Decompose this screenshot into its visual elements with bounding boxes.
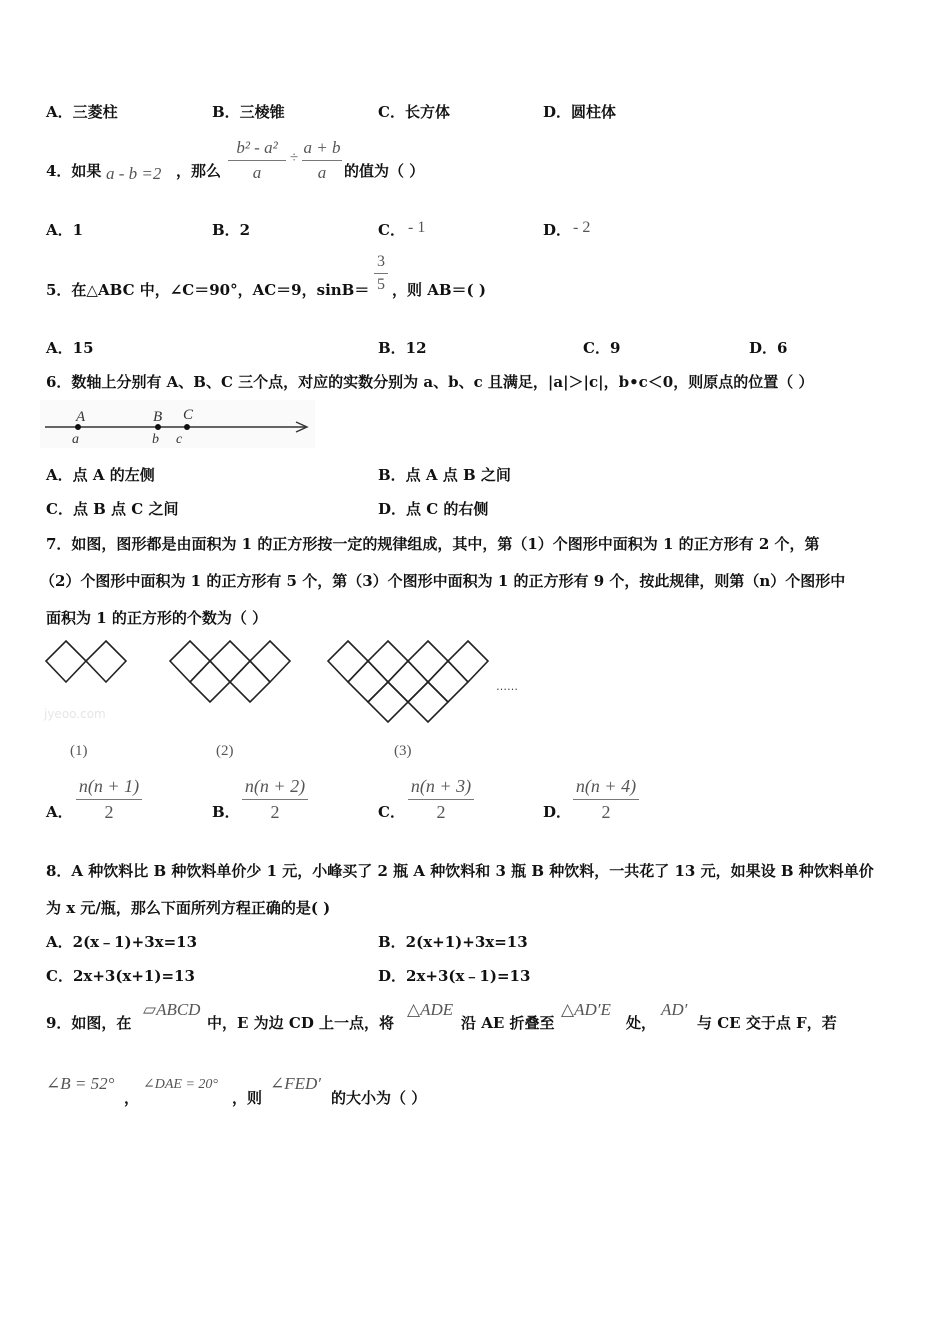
q4-fraction-2-num: a + b — [303, 138, 341, 157]
q7-line-3: 面积为 1 的正方形的个数为（ ） — [46, 609, 268, 627]
q7-option-c-num: n(n + 3) — [410, 776, 472, 796]
q4-divide-sign: ÷ — [290, 150, 299, 166]
q4-fraction-1-den: a — [252, 163, 262, 182]
figure-3-square-3 — [408, 641, 448, 682]
figure-2-square-4 — [190, 661, 230, 702]
q5-fraction-den: 5 — [377, 276, 385, 293]
figure-watermark: jyeoo.com — [44, 707, 106, 721]
q8-line-2: 为 x 元/瓶，那么下面所列方程正确的是( ) — [46, 899, 331, 917]
q5-option-a: A．15 — [46, 339, 94, 357]
q4-lead: 4．如果 — [46, 162, 102, 180]
q4-condition: a - b =2 — [106, 164, 162, 183]
point-b-label: B — [153, 409, 163, 425]
figure-2-square-5 — [230, 661, 270, 702]
point-c-label: C — [183, 407, 194, 423]
figure-3-square-1 — [328, 641, 368, 682]
q9-math-ad-prime: AD′ — [661, 1000, 688, 1019]
q6-option-d: D．点 C 的右侧 — [378, 500, 489, 518]
q4-fraction-1 — [228, 138, 286, 183]
q9-math-angle-fed-prime: ∠FED′ — [270, 1074, 322, 1093]
figure-3-square-4 — [448, 641, 488, 682]
q9-text-5: ， — [124, 1089, 140, 1107]
point-a-label: A — [76, 409, 86, 425]
q4-option-c-value: - 1 — [408, 219, 426, 236]
q7-option-c: C． — [378, 803, 405, 821]
q6-option-b: B．点 A 点 B 之间 — [378, 466, 511, 484]
q7-option-a-fraction — [76, 776, 142, 823]
q9-math-parallelogram: ▱ABCD — [143, 1000, 201, 1019]
q4-fraction-2-den: a — [317, 163, 327, 182]
point-c-dot — [184, 424, 190, 430]
figure-3-square-9 — [408, 682, 448, 722]
q4-fraction-1-num: b² - a² — [236, 138, 278, 157]
figure-3-square-8 — [368, 682, 408, 722]
q7-option-d-num: n(n + 4) — [575, 776, 637, 796]
q3-option-a: A．三菱柱 — [46, 103, 118, 121]
q4-option-a: A．1 — [46, 221, 84, 239]
q7-option-b: B． — [212, 803, 240, 821]
q9-math-triangle-ad-prime-e: △AD′E — [561, 1000, 611, 1019]
figure-1-square-1 — [46, 641, 86, 682]
figure-2-square-3 — [250, 641, 290, 682]
q9-text-4: 与 CE 交于点 F，若 — [697, 1014, 837, 1032]
q7-option-b-num: n(n + 2) — [244, 776, 306, 796]
q6-text: 6．数轴上分别有 A、B、C 三个点，对应的实数分别为 a、b、c 且满足，|a|＞|c|，b•c＜0，则原点的位置（ ） — [46, 373, 814, 391]
number-line-figure — [40, 400, 315, 448]
q9-text-1: 中，E 为边 CD 上一点，将 — [207, 1014, 395, 1032]
q4-fraction-2 — [302, 138, 342, 183]
q3-option-c: C．长方体 — [378, 103, 450, 121]
q4-option-d: D． — [543, 221, 572, 239]
q7-option-b-den: 2 — [270, 802, 280, 822]
q7-option-c-den: 2 — [436, 802, 446, 822]
q9-text-6: ，则 — [232, 1089, 263, 1107]
q7-option-c-fraction — [408, 776, 474, 823]
pattern-figure — [40, 636, 540, 766]
q7-option-a-num: n(n + 1) — [78, 776, 140, 796]
q5-lead: 5．在△ABC 中，∠C＝90°，AC＝9，sinB＝ — [46, 281, 370, 299]
value-b-label: b — [152, 432, 159, 447]
q7-option-b-fraction — [242, 776, 308, 823]
q6-option-a: A．点 A 的左侧 — [46, 466, 155, 484]
q6-option-c: C．点 B 点 C 之间 — [46, 500, 179, 518]
q4-option-d-value: - 2 — [573, 219, 591, 236]
q7-option-a: A． — [46, 803, 73, 821]
q5-fraction — [374, 253, 388, 294]
q4-option-b: B．2 — [212, 221, 251, 239]
q8-option-c: C．2x+3(x+1)=13 — [46, 967, 195, 985]
figure-1-caption: (1) — [70, 743, 88, 759]
q9-math-angle-b: ∠B = 52° — [46, 1074, 115, 1093]
figure-3-caption: (3) — [394, 743, 412, 759]
q8-line-1: 8．A 种饮料比 B 种饮料单价少 1 元，小峰买了 2 瓶 A 种饮料和 3 瓶 B 种饮料，一共花了 13 元，如果设 B 种饮料单价 — [46, 862, 874, 880]
q8-option-b: B．2(x+1)+3x=13 — [378, 933, 528, 951]
figure-3-square-6 — [388, 661, 428, 702]
q5-tail: ，则 AB＝( ) — [392, 281, 486, 299]
figure-2-square-1 — [170, 641, 210, 682]
figure-3-square-5 — [348, 661, 388, 702]
q5-option-d: D．6 — [749, 339, 788, 357]
q3-option-d: D．圆柱体 — [543, 103, 617, 121]
q4-tail: 的值为（ ） — [344, 162, 425, 180]
figure-1-square-2 — [86, 641, 126, 682]
q8-option-d: D．2x+3(x﹣1)=13 — [378, 967, 531, 985]
q7-option-d-den: 2 — [601, 802, 611, 822]
q9-text-7: 的大小为（ ） — [331, 1089, 427, 1107]
q7-option-a-den: 2 — [104, 802, 114, 822]
q9-text-2: 沿 AE 折叠至 — [461, 1014, 555, 1032]
q5-option-c: C．9 — [583, 339, 621, 357]
q4-mid: ，那么 — [176, 162, 222, 180]
q7-line-2: （2）个图形中面积为 1 的正方形有 5 个，第（3）个图形中面积为 1 的正方形有 9 个，按此规律，则第（n）个图形中 — [40, 572, 846, 590]
q5-option-b: B．12 — [378, 339, 427, 357]
value-c-label: c — [176, 432, 183, 447]
q9-math-triangle-ade: △ADE — [407, 1000, 454, 1019]
figure-3-square-7 — [428, 661, 468, 702]
q7-option-d-fraction — [573, 776, 639, 823]
figure-3-square-2 — [368, 641, 408, 682]
q3-option-b: B．三棱锥 — [212, 103, 285, 121]
q9-text-3: 处， — [626, 1014, 657, 1032]
q9-math-angle-dae: ∠DAE = 20° — [143, 1077, 218, 1092]
figure-2-caption: (2) — [216, 743, 234, 759]
q7-option-d: D． — [543, 803, 572, 821]
q7-line-1: 7．如图，图形都是由面积为 1 的正方形按一定的规律组成，其中，第（1）个图形中面积为 1 的正方形有 2 个，第 — [46, 535, 820, 553]
q9-lead: 9．如图，在 — [46, 1014, 132, 1032]
q5-fraction-num: 3 — [377, 253, 385, 270]
figure-2-square-2 — [210, 641, 250, 682]
value-a-label: a — [72, 432, 79, 447]
q8-option-a: A．2(x﹣1)+3x=13 — [46, 933, 198, 951]
q4-option-c: C． — [378, 221, 405, 239]
figure-ellipsis: …… — [496, 680, 518, 693]
